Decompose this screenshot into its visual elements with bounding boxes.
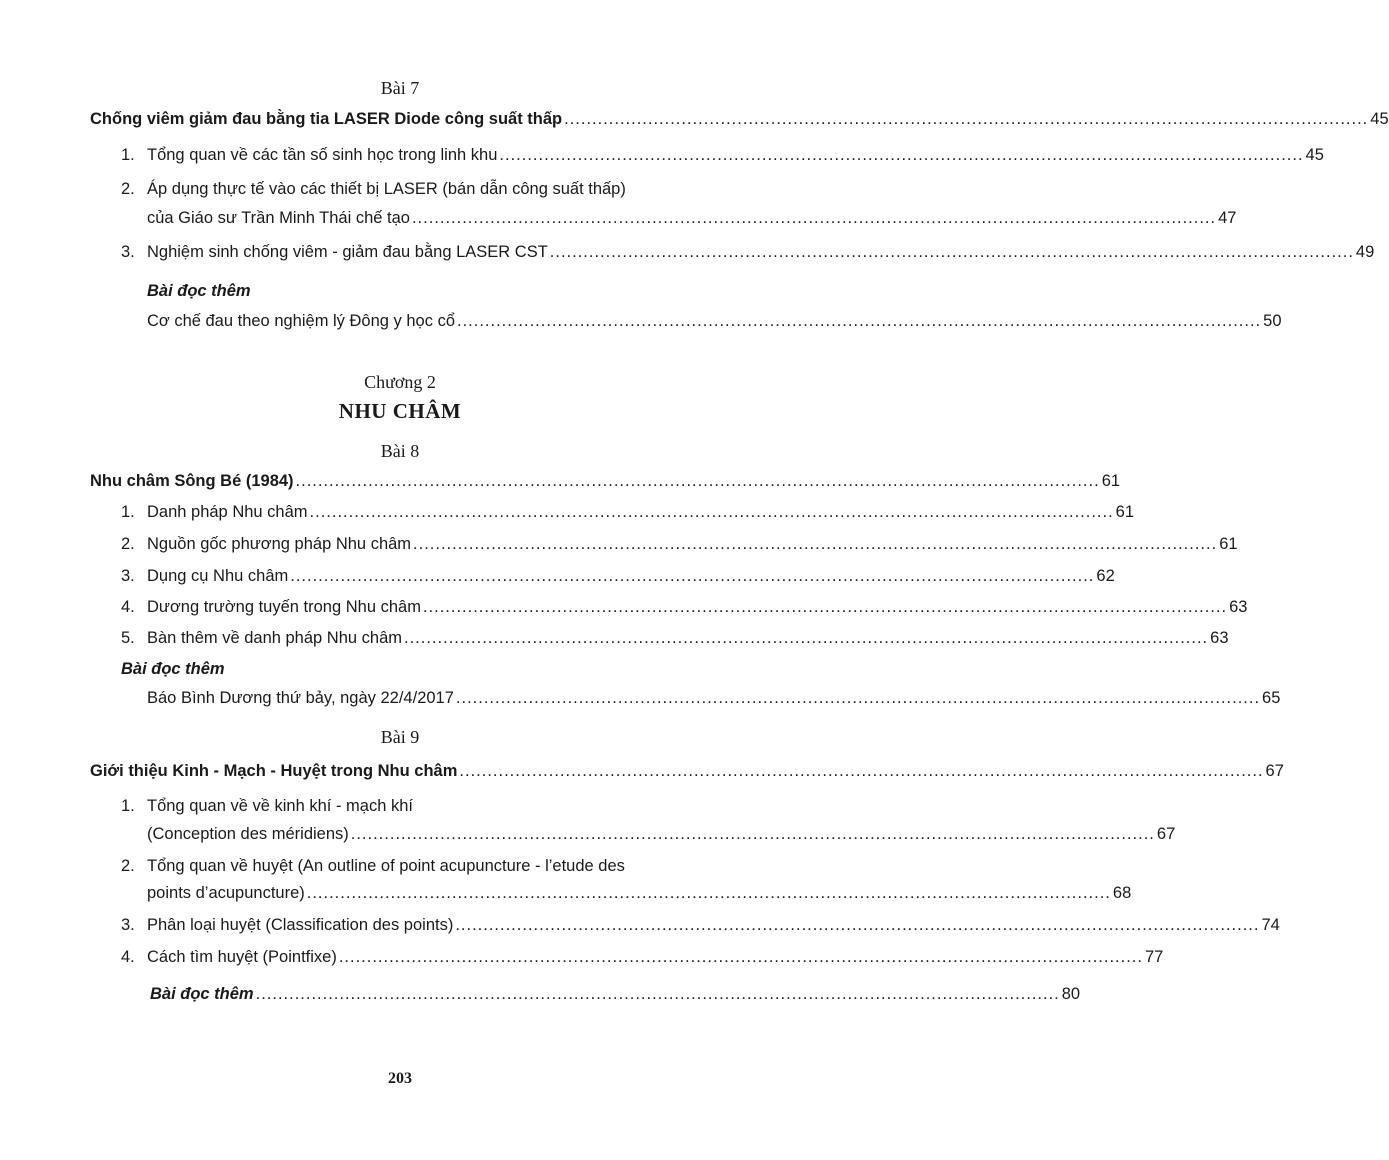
entry-title-line1: Tổng quan về về kinh khí - mạch khí: [147, 797, 413, 815]
entry-page: 61: [1115, 503, 1135, 521]
leader-dots: ................................................................................................................................................: [455, 689, 1261, 707]
toc-entry[interactable]: [121, 241, 1375, 263]
toc-entry[interactable]: [121, 914, 1280, 936]
toc-entry[interactable]: [147, 310, 1282, 332]
entry-page: 49: [1355, 243, 1375, 261]
entry-title: Bàn thêm về danh pháp Nhu châm: [147, 629, 403, 647]
leader-dots: ................................................................................................................................................: [404, 629, 1209, 647]
entry-page: 68: [1112, 884, 1132, 902]
toc-entry[interactable]: [121, 946, 1164, 968]
entry-number: 3.: [121, 243, 135, 261]
toc-entry-line1: [121, 178, 626, 200]
entry-number: 4.: [121, 948, 135, 966]
entry-title: Báo Bình Dương thứ bảy, ngày 22/4/2017: [147, 689, 454, 707]
entry-title: (Conception des méridiens): [147, 825, 349, 843]
entry-page: 47: [1218, 209, 1237, 227]
entry-title: Bài đọc thêm: [150, 985, 254, 1003]
leader-dots: ................................................................................................................................................: [290, 567, 1095, 585]
entry-title: Tổng quan về các tần số sinh học trong linh khu: [147, 146, 498, 164]
leader-dots: ................................................................................................................................................: [309, 503, 1114, 521]
entry-number: 5.: [121, 629, 135, 647]
leader-dots: ................................................................................................................................................: [413, 535, 1218, 553]
entry-number: 3.: [121, 567, 135, 585]
leader-dots: ................................................................................................................................................: [457, 312, 1262, 330]
further-reading-label: Bài đọc thêm: [147, 282, 251, 300]
toc-entry[interactable]: [121, 627, 1229, 649]
entry-number: 1.: [121, 503, 135, 521]
leader-dots: ................................................................................................................................................: [306, 884, 1111, 902]
entry-title-line1: Tổng quan về huyệt (An outline of point acupuncture - l’etude des: [147, 857, 625, 875]
entry-page: 63: [1210, 629, 1229, 647]
toc-entry[interactable]: [121, 596, 1248, 618]
leader-dots: ................................................................................................................................................: [350, 825, 1155, 843]
entry-title: Chống viêm giảm đau bằng tia LASER Diode công suất thấp: [90, 110, 563, 128]
entry-title: points d’acupuncture): [147, 884, 305, 902]
toc-entry[interactable]: [121, 565, 1115, 587]
leader-dots: ................................................................................................................................................: [499, 146, 1304, 164]
toc-entry[interactable]: [121, 533, 1238, 555]
toc-entry[interactable]: [147, 823, 1176, 845]
entry-title: của Giáo sư Trần Minh Thái chế tạo: [147, 209, 410, 227]
lesson-7-label: Bài 7: [380, 78, 420, 98]
entry-page: 80: [1061, 985, 1081, 1003]
lesson-9-label: Bài 9: [380, 727, 420, 747]
chapter-label: Chương 2: [364, 372, 436, 392]
entry-number: 4.: [121, 598, 135, 616]
entry-title-line1: Áp dụng thực tế vào các thiết bị LASER (bán dẫn công suất thấp): [147, 180, 626, 198]
entry-title: Cơ chế đau theo nghiệm lý Đông y học cổ: [147, 312, 455, 330]
chapter-title: NHU CHÂM: [338, 399, 462, 423]
leader-dots: ................................................................................................................................................: [255, 985, 1060, 1003]
toc-entry[interactable]: [150, 983, 1081, 1005]
toc-entry-line1: [121, 795, 413, 817]
entry-page: 77: [1144, 948, 1164, 966]
further-reading-label: Bài đọc thêm: [121, 660, 225, 678]
entry-title: Dụng cụ Nhu châm: [147, 567, 289, 585]
leader-dots: ................................................................................................................................................: [459, 762, 1264, 780]
entry-title: Nghiệm sinh chống viêm - giảm đau bằng LASER CST: [147, 243, 548, 261]
entry-title: Phân loại huyệt (Classification des points): [147, 916, 454, 934]
lesson-8-label: Bài 8: [380, 441, 420, 461]
entry-number: 1.: [121, 146, 135, 164]
entry-page: 67: [1156, 825, 1176, 843]
toc-entry[interactable]: [121, 501, 1135, 523]
entry-page: 50: [1263, 312, 1282, 330]
entry-title: Cách tìm huyệt (Pointfixe): [147, 948, 337, 966]
leader-dots: ................................................................................................................................................: [411, 209, 1217, 227]
leader-dots: ................................................................................................................................................: [549, 243, 1354, 261]
toc-entry-main[interactable]: [90, 470, 1121, 492]
toc-entry[interactable]: [147, 882, 1132, 904]
entry-page: 67: [1265, 762, 1284, 780]
entry-title: Dương trường tuyến trong Nhu châm: [147, 598, 421, 616]
leader-dots: ................................................................................................................................................: [422, 598, 1228, 616]
toc-entry-main[interactable]: [90, 760, 1284, 782]
entry-title: Danh pháp Nhu châm: [147, 503, 308, 521]
leader-dots: ................................................................................................................................................: [455, 916, 1260, 934]
entry-page: 62: [1096, 567, 1115, 585]
entry-number: 2.: [121, 535, 135, 553]
entry-page: 74: [1261, 916, 1280, 934]
entry-title: Nguồn gốc phương pháp Nhu châm: [147, 535, 412, 553]
leader-dots: ................................................................................................................................................: [564, 110, 1369, 128]
toc-entry[interactable]: [147, 687, 1281, 709]
entry-title: Giới thiệu Kinh - Mạch - Huyệt trong Nhu châm: [90, 762, 458, 780]
toc-entry-line1: [121, 855, 625, 877]
toc-entry-main[interactable]: [90, 108, 1389, 130]
entry-page: 65: [1262, 689, 1281, 707]
entry-page: 63: [1229, 598, 1248, 616]
toc-entry[interactable]: [147, 207, 1237, 229]
leader-dots: ................................................................................................................................................: [338, 948, 1143, 966]
entry-page: 61: [1219, 535, 1238, 553]
leader-dots: ................................................................................................................................................: [295, 472, 1100, 490]
entry-number: 2.: [121, 857, 135, 875]
page-number: 203: [388, 1070, 412, 1087]
entry-page: 45: [1370, 110, 1389, 128]
entry-number: 3.: [121, 916, 135, 934]
toc-entry[interactable]: [121, 144, 1324, 166]
entry-page: 45: [1305, 146, 1324, 164]
entry-number: 1.: [121, 797, 135, 815]
entry-page: 61: [1101, 472, 1121, 490]
entry-number: 2.: [121, 180, 135, 198]
entry-title: Nhu châm Sông Bé (1984): [90, 472, 294, 490]
